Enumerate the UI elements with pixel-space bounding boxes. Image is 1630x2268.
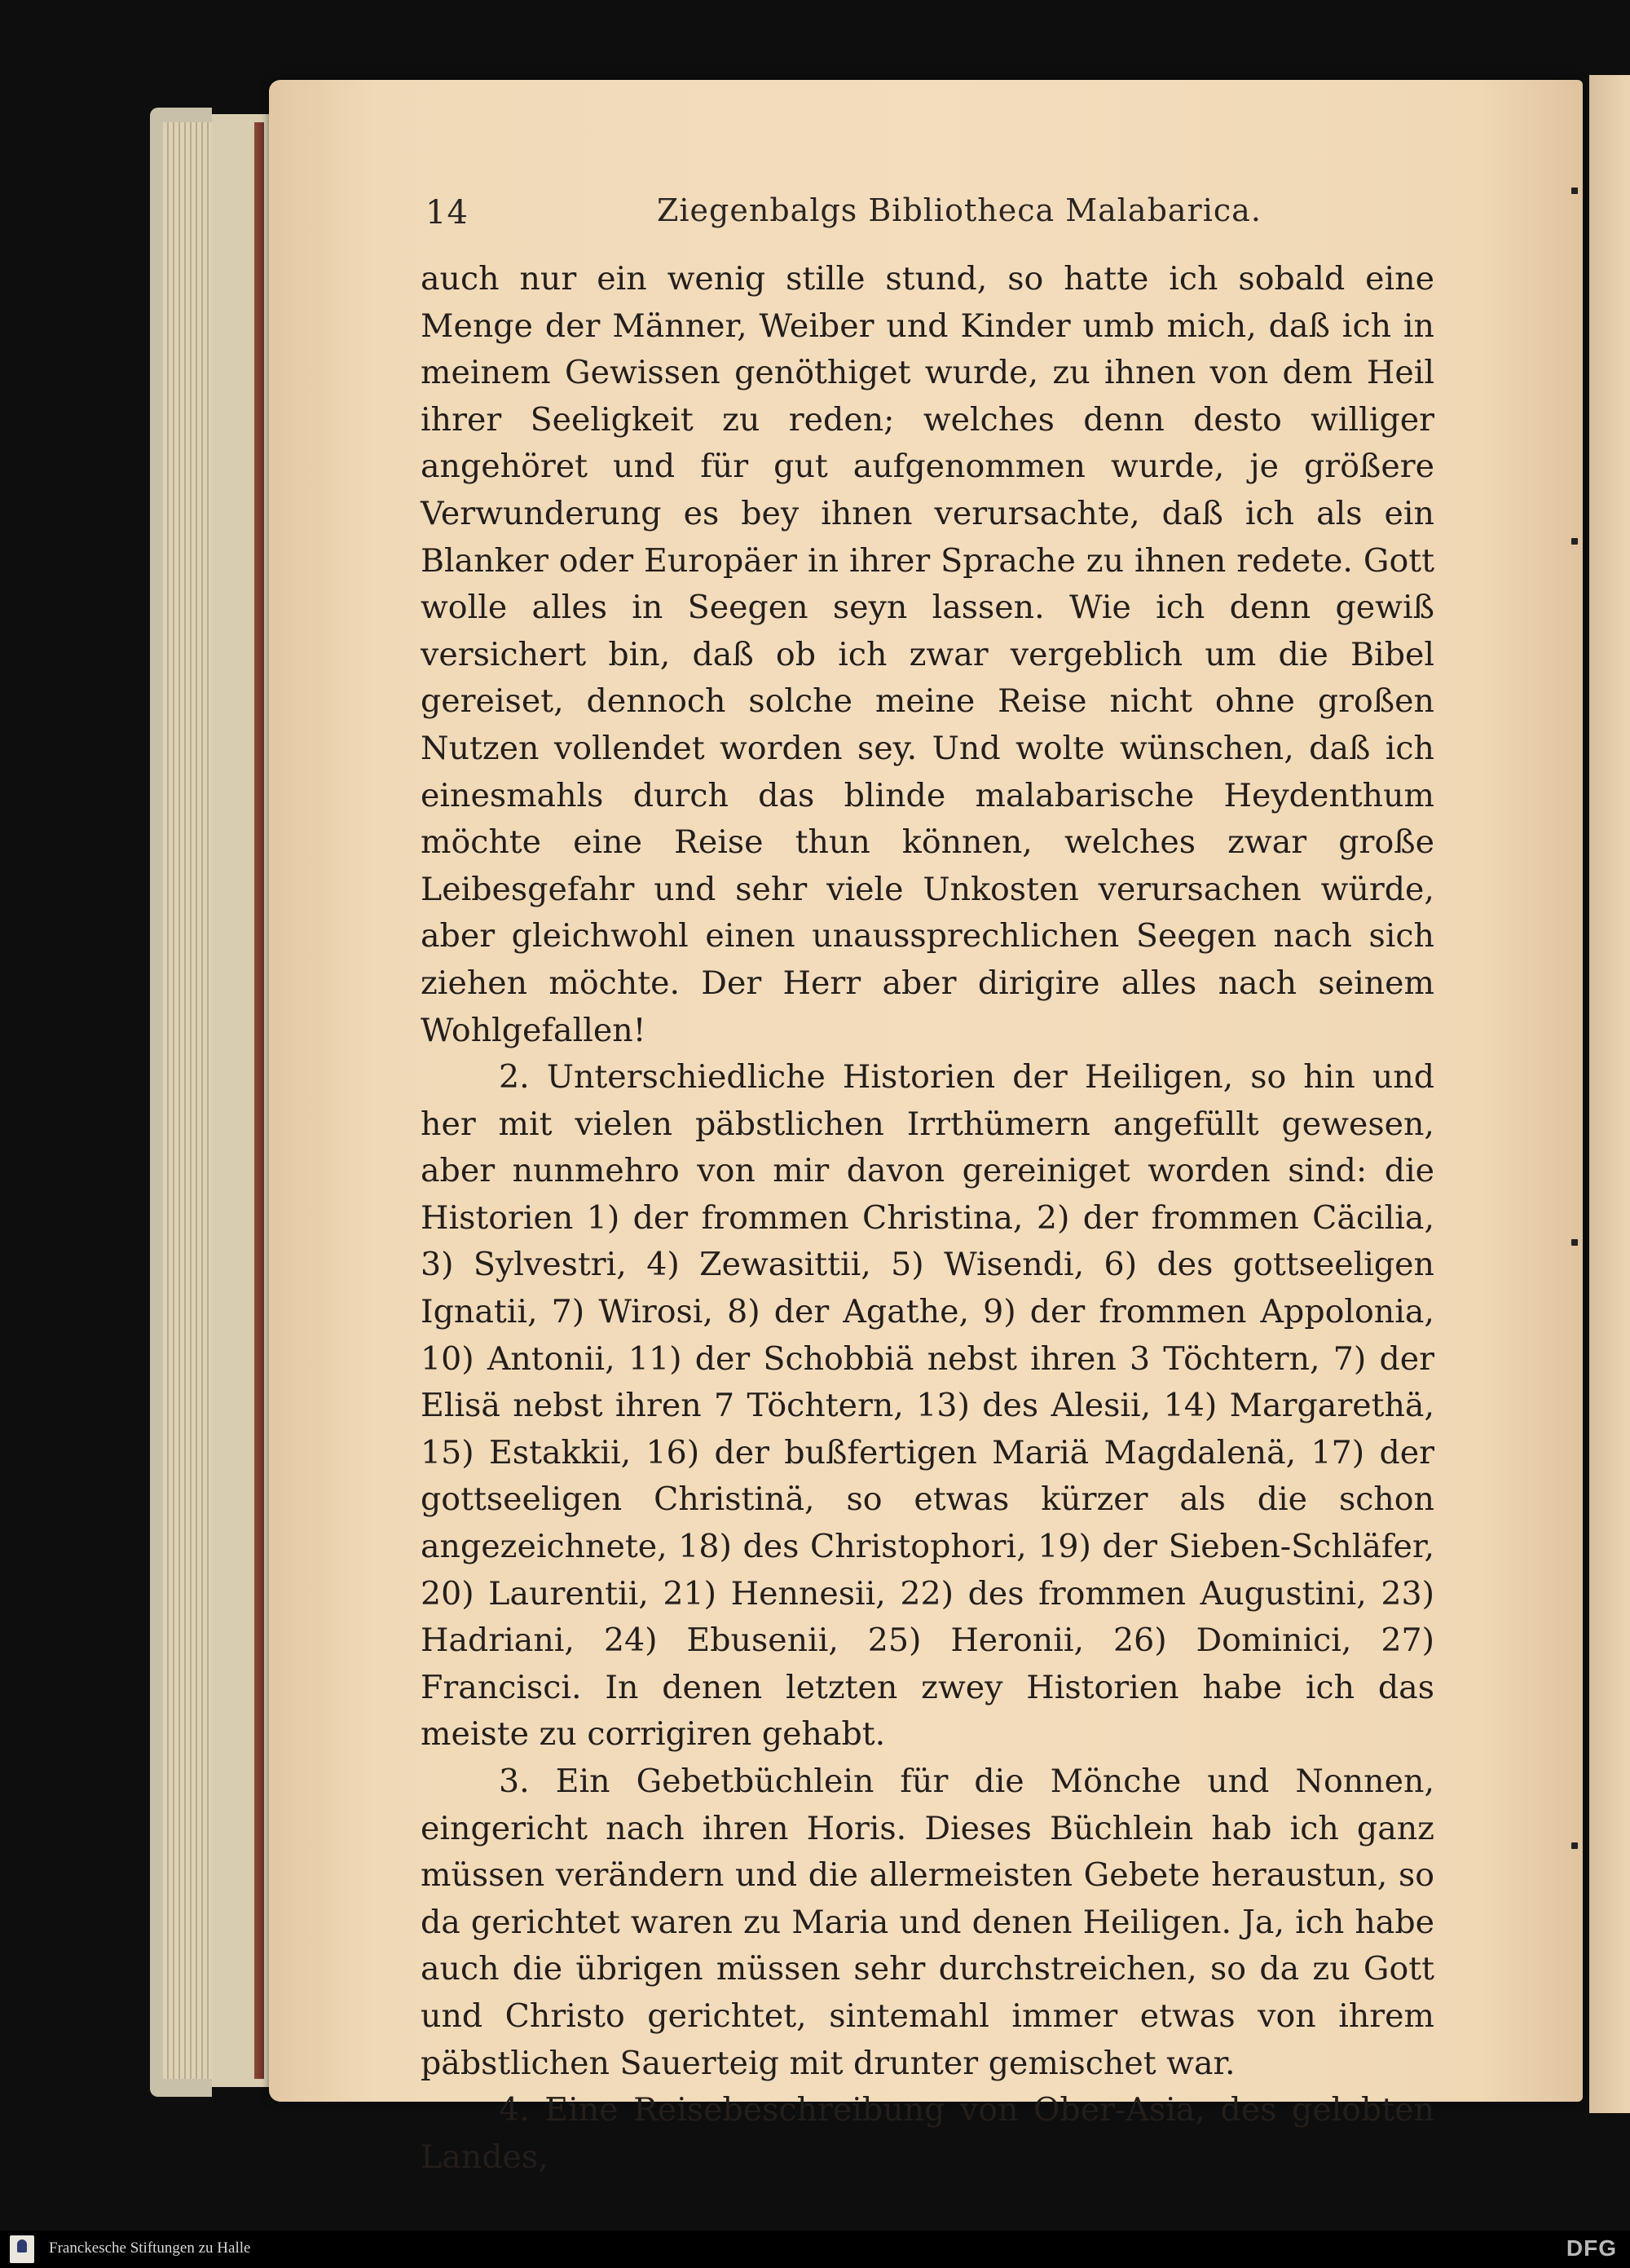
dfg-logo: DFG	[1566, 2235, 1617, 2261]
gutter-mark	[1571, 1842, 1578, 1849]
paragraph-item-2: 2. Unterschiedliche Historien der Heiligen, so hin und her mit vielen päbstlichen Irrthümern angefüllt gewesen, aber nunmehro von mir davon gereiniget worden sind: die Historien 1) der frommen Christina, 2) der frommen Cäcilia, 3) Sylvestri, 4) Zewasittii, 5) Wisendi, 6) des gottseeligen Ignatii, 7) Wirosi, 8) der Agathe, 9) der frommen Appolonia, 10) Antonii, 11) der Schobbiä nebst ihren 3 Töchtern, 7) der Elisä nebst ihren 7 Töchtern, 13) des Alesii, 14) Margarethä, 15) Estakkii, 16) der bußfertigen Mariä Magdalenä, 17) der gottseeligen Christinä, so etwas kürzer als die schon angezeichnete, 18) des Christophori, 19) der Sieben-Schläfer, 20) Laurentii, 21) Hennesii, 22) des frommen Augustini, 23) Hadriani, 24) Ebusenii, 25) Heronii, 26) Dominici, 27) Francisci. In denen letzten zwey Historien habe ich das meiste zu corrigiren gehabt.	[421, 1058, 1434, 1754]
gutter-mark	[1571, 1239, 1578, 1246]
gutter-marks	[1558, 82, 1591, 2103]
book-page	[269, 80, 1583, 2176]
gutter-mark	[1571, 188, 1578, 194]
paragraph-item-3: 3. Ein Gebetbüchlein für die Mönche und Nonnen, eingericht nach ihren Horis. Dieses Büchlein hab ich ganz müssen verändern und die allermeisten Gebete heraustun, so da gerichtet waren zu Maria und denen Heiligen. Ja, ich habe auch die übrigen müssen sehr durchstreichen, so da zu Gott und Christo gerichtet, sintemahl immer etwas von ihrem päbstlichen Sauerteig mit drunter gemischet war.	[421, 1763, 1434, 2082]
page-number: 14	[425, 194, 469, 232]
viewer-footer	[0, 2230, 1630, 2268]
book-red-edge	[254, 122, 264, 2079]
paragraph-item-4: 4. Eine Reisebeschreibung von Ober-Asia, des gelobten Landes,	[421, 2091, 1434, 2176]
paragraph-continuation: auch nur ein wenig stille stund, so hatte ich sobald eine Menge der Männer, Weiber und Kinder umb mich, daß ich in meinem Gewissen genöthiget wurde, zu ihnen von dem Heil ihrer Seeligkeit zu reden; welches denn desto williger angehöret und für gut aufgenommen wurde, je größere Verwunderung es bey ihnen verursachte, daß ich als ein Blanker oder Europäer in ihrer Sprache zu ihnen redete. Gott wolle alles in Seegen seyn lassen. Wie ich denn gewiß versichert bin, daß ob ich zwar vergeblich um die Bibel gereiset, dennoch solche meine Reise nicht ohne großen Nutzen vollendet worden sey. Und wolte wünschen, daß ich einesmahls durch das blinde malabarische Heydenthum möchte eine Reise thun können, welches zwar große Leibesgefahr und sehr viele Unkosten verursachen würde, aber gleichwohl einen unaussprechlichen Seegen nach sich ziehen möchte. Der Herr aber dirigire alles nach seinem Wohlgefallen!	[421, 260, 1434, 1049]
gutter-mark	[1571, 538, 1578, 545]
next-page-edge	[1589, 75, 1630, 2113]
institution-name: Franckesche Stiftungen zu Halle	[49, 2239, 251, 2257]
page-body-text	[421, 256, 1434, 2181]
institution-logo-icon	[10, 2235, 34, 2263]
running-head: Ziegenbalgs Bibliotheca Malabarica.	[657, 192, 1262, 228]
